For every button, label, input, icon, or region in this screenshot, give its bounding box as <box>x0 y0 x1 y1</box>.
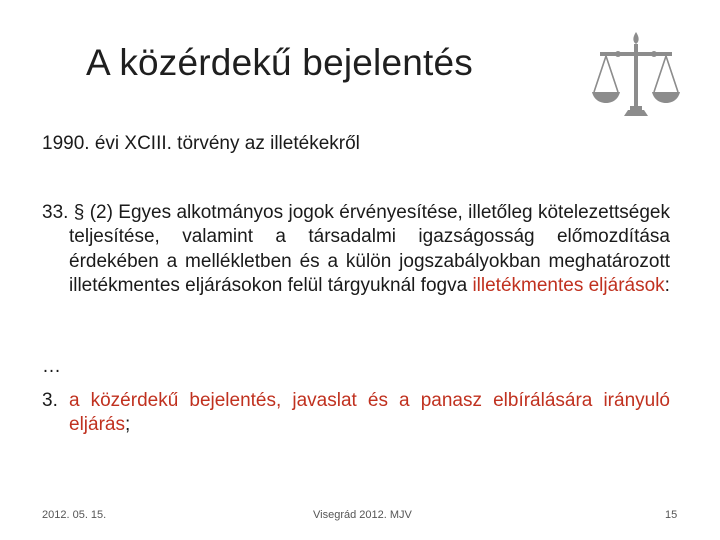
section-paragraph <box>42 201 670 299</box>
section-text: § (2) Egyes alkotmányos jogok érvényesítése, illetőleg kötelezettségek teljesítése, valamint a társadalmi igazságosság előmozdítása érdekében a mellékletben és a külön jogszabályokban meghatározott illetékmentes eljárásokon felül tárgyuknál fogva <box>68 202 670 297</box>
scales-of-justice-icon <box>588 26 684 122</box>
list-item-number: 3. <box>42 390 58 411</box>
footer-date: 2012. 05. 15. <box>42 509 107 521</box>
list-item-highlight: a közérdekű bejelentés, javaslat és a panasz elbírálására irányuló eljárás <box>57 390 670 436</box>
footer-center-text: Visegrád 2012. MJV <box>313 509 412 521</box>
law-reference: 1990. évi XCIII. törvény az illetékekről <box>42 133 360 154</box>
section-end: : <box>664 275 670 297</box>
highlighted-phrase: illetékmentes eljárások <box>472 275 665 297</box>
slide-title: A közérdekű bejelentés <box>86 42 473 83</box>
list-item-3 <box>42 389 670 438</box>
section-number: 33. <box>42 202 69 223</box>
omission-marker: … <box>42 356 61 377</box>
page-number: 15 <box>665 509 678 521</box>
list-item-end: ; <box>124 414 131 436</box>
